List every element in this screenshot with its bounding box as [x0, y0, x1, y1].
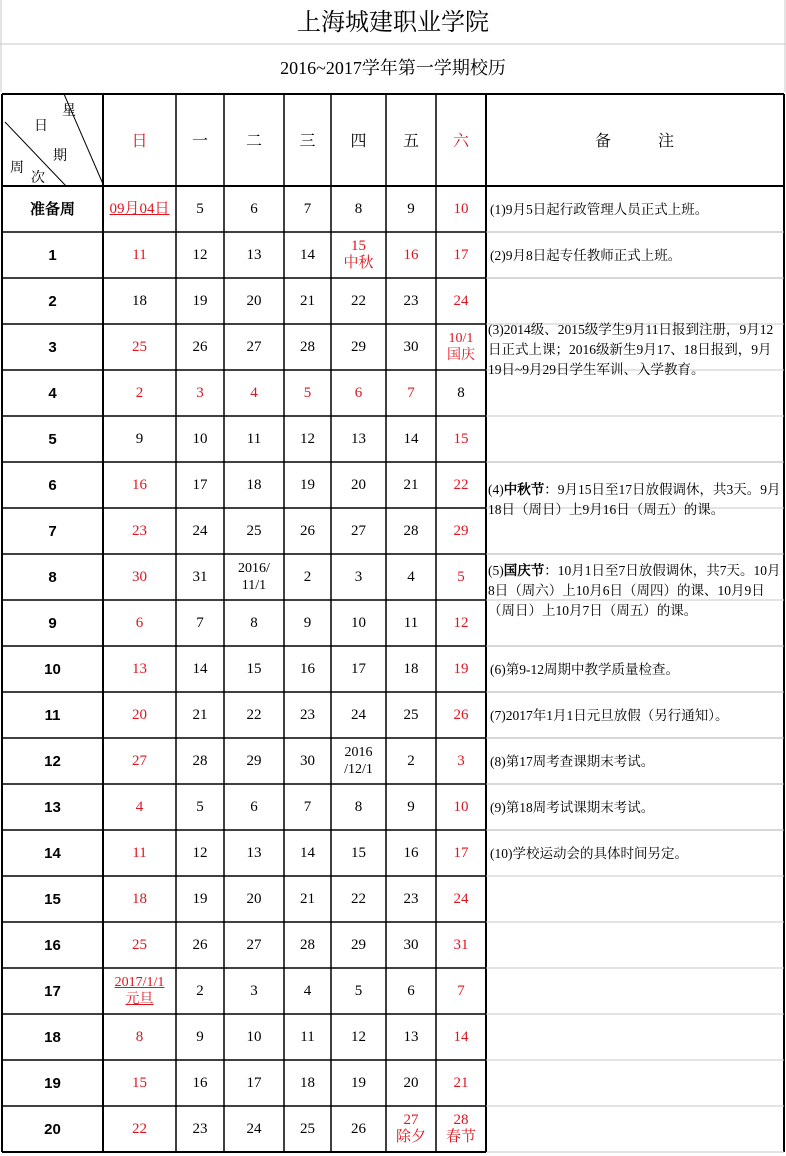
corner-label-zhou: 周: [10, 160, 24, 176]
date-cell: 8: [354, 798, 363, 815]
week-number-cell: 16: [44, 936, 61, 954]
date-cell: 11: [300, 1028, 315, 1045]
date-cell: 31: [453, 936, 469, 953]
date-cell: 27: [351, 522, 366, 539]
note-2: (2)9月8日起专任教师正式上班。: [490, 248, 682, 263]
date-cell: 12: [351, 1028, 366, 1045]
date-cell: 8: [354, 200, 363, 217]
corner-label-ri: 日: [34, 118, 48, 134]
week-number-cell: 3: [48, 338, 57, 356]
date-cell: 2016/ 11/1: [238, 561, 270, 593]
date-cell: 12: [192, 844, 208, 861]
date-cell: 19: [453, 660, 469, 677]
note-4: [486, 480, 784, 520]
week-number-cell: 17: [44, 982, 61, 1000]
date-cell: 11: [132, 844, 147, 861]
date-cell: 21: [453, 1074, 469, 1091]
date-cell: 2: [196, 982, 204, 999]
week-number-cell: 7: [48, 522, 57, 540]
date-cell: 20: [351, 476, 366, 493]
date-cell: 15: [351, 844, 366, 861]
date-cell: 6: [250, 200, 258, 217]
date-cell: 25: [403, 706, 419, 723]
date-cell: 14: [300, 246, 315, 263]
date-cell: 5: [196, 798, 204, 815]
week-number-cell: 19: [44, 1074, 61, 1092]
date-cell: 23: [192, 1120, 208, 1137]
date-cell: 9: [303, 614, 312, 631]
date-cell: 7: [457, 982, 465, 999]
date-cell: 10: [453, 200, 469, 217]
weekday-header: 三: [299, 130, 316, 150]
date-cell: 9: [407, 200, 415, 217]
date-cell: 20: [246, 890, 262, 907]
date-cell: 23: [300, 706, 315, 723]
date-cell: 24: [453, 890, 469, 907]
week-number-cell: 13: [44, 798, 61, 816]
weekday-header: 六: [452, 130, 469, 150]
note-5: [486, 561, 784, 621]
date-cell: 22: [246, 706, 262, 723]
date-cell: 10: [192, 430, 208, 447]
date-cell: 12: [192, 246, 208, 263]
weekday-header: 四: [350, 130, 367, 150]
week-number-cell: 20: [44, 1120, 61, 1138]
date-cell: 19: [300, 476, 315, 493]
date-cell: 3: [196, 384, 204, 401]
date-cell: 5: [457, 568, 465, 585]
date-cell: 17: [246, 1074, 262, 1091]
date-cell: 2016 /12/1: [344, 745, 373, 777]
date-cell: 20: [403, 1074, 419, 1091]
date-cell: 20: [132, 706, 147, 723]
date-cell: 25: [300, 1120, 315, 1137]
date-cell: 6: [407, 982, 415, 999]
date-cell: 28 春节: [445, 1112, 476, 1145]
date-cell: 15: [453, 430, 469, 447]
date-cell: 12: [453, 614, 469, 631]
date-cell: 2: [303, 568, 312, 585]
school-title: 上海城建职业学院: [297, 7, 489, 36]
date-cell: 18: [300, 1074, 315, 1091]
corner-label-ci: 次: [31, 170, 45, 186]
date-cell: 8: [250, 614, 258, 631]
date-cell: 16: [192, 1074, 208, 1091]
week-number-cell: 15: [44, 890, 61, 908]
date-cell: 25: [246, 522, 262, 539]
date-cell: 6: [250, 798, 258, 815]
date-cell: 9: [196, 1028, 204, 1045]
date-cell: 17: [453, 246, 469, 263]
date-cell: 16: [132, 476, 147, 493]
note-5-body: ：10月1日至7日放假调休，共7天。10月8日（周六）上10月6日（周四）的课、10月9日（周日）上10月7日（周五）的课。: [488, 563, 781, 618]
date-cell: 5: [196, 200, 204, 217]
date-cell: 30: [403, 338, 419, 355]
date-cell: 17: [351, 660, 366, 677]
date-cell: 28: [403, 522, 419, 539]
date-cell: 17: [192, 476, 208, 493]
date-cell: 15: [246, 660, 262, 677]
date-cell: 24: [351, 706, 366, 723]
note-1: (1)9月5日起行政管理人员正式上班。: [490, 202, 709, 217]
date-cell: 13: [351, 430, 366, 447]
date-cell: 21: [192, 706, 208, 723]
date-cell: 28: [300, 936, 315, 953]
note-8: (8)第17周考查课期末考试。: [490, 754, 655, 769]
date-cell: 29: [453, 522, 469, 539]
date-cell: 4: [135, 798, 144, 815]
date-cell: 20: [246, 292, 262, 309]
date-cell: 24: [192, 522, 208, 539]
date-cell: 12: [300, 430, 315, 447]
date-cell: 27: [246, 338, 262, 355]
date-cell: 28: [192, 752, 208, 769]
date-cell: 30: [132, 568, 147, 585]
date-cell: 13: [132, 660, 147, 677]
date-cell: 13: [403, 1028, 419, 1045]
date-cell: 22: [351, 292, 366, 309]
week-number-cell: 8: [48, 568, 57, 586]
weekday-header: 二: [245, 130, 262, 150]
note-4-title: 中秋节: [503, 482, 545, 497]
weekday-header: 日: [131, 130, 148, 150]
date-cell: 22: [351, 890, 366, 907]
week-number-cell: 5: [48, 430, 57, 448]
date-cell: 25: [132, 338, 147, 355]
date-cell: 28: [300, 338, 315, 355]
date-cell: 26: [300, 522, 315, 539]
date-cell: 23: [132, 522, 147, 539]
date-cell: 18: [246, 476, 262, 493]
date-cell: 7: [303, 200, 312, 217]
date-cell: 7: [303, 798, 312, 815]
week-number-cell: 2: [48, 292, 57, 310]
date-cell: 5: [354, 982, 363, 999]
week-number-cell: 准备周: [29, 200, 75, 218]
week-number-cell: 4: [48, 384, 57, 402]
note-4-body: ：9月15日至17日放假调休，共3天。9月18日（周日）上9月16日（周五）的课。: [488, 482, 781, 517]
date-cell: 14: [300, 844, 315, 861]
note-5-title: 国庆节: [503, 563, 545, 578]
date-cell: 09月04日: [109, 200, 170, 217]
date-cell: 2: [135, 384, 144, 401]
date-cell: 10/1 国庆: [447, 331, 475, 363]
date-cell: 11: [132, 246, 147, 263]
note-4-prefix: (4): [488, 482, 504, 497]
date-cell: 5: [303, 384, 312, 401]
date-cell: 26: [453, 706, 469, 723]
date-cell: 10: [453, 798, 469, 815]
notes-header: [486, 94, 784, 186]
date-cell: 14: [403, 430, 419, 447]
week-number-cell: 11: [44, 706, 61, 724]
date-cell: 27: [132, 752, 147, 769]
date-cell: 16: [403, 246, 419, 263]
date-cell: 25: [132, 936, 147, 953]
weekday-header: 一: [191, 130, 208, 150]
date-cell: 17: [453, 844, 469, 861]
date-cell: 26: [351, 1120, 366, 1137]
date-cell: 19: [351, 1074, 366, 1091]
week-number-cell: 9: [48, 614, 57, 632]
date-cell: 22: [453, 476, 469, 493]
date-cell: 30: [403, 936, 419, 953]
date-cell: 7: [196, 614, 204, 631]
date-cell: 10: [246, 1028, 262, 1045]
date-cell: 18: [132, 292, 147, 309]
semester-title: 2016~2017学年第一学期校历: [280, 57, 506, 78]
date-cell: 7: [407, 384, 415, 401]
date-cell: 6: [135, 614, 144, 631]
notes-header-label: 备 注: [594, 130, 676, 150]
date-cell: 2: [407, 752, 415, 769]
date-cell: 30: [300, 752, 315, 769]
date-cell: 14: [453, 1028, 469, 1045]
date-cell: 11: [403, 614, 419, 631]
date-cell: 29: [246, 752, 262, 769]
date-cell: 29: [351, 338, 366, 355]
date-cell: 29: [351, 936, 366, 953]
date-cell: 22: [132, 1120, 147, 1137]
date-cell: 21: [403, 476, 419, 493]
date-cell: 8: [135, 1028, 144, 1045]
note-9: (9)第18周考试课期末考试。: [490, 800, 655, 815]
date-cell: 9: [135, 430, 144, 447]
date-cell: 24: [246, 1120, 262, 1137]
date-cell: 23: [403, 890, 419, 907]
date-cell: 3: [354, 568, 363, 585]
week-number-cell: 18: [44, 1028, 61, 1046]
date-cell: 16: [403, 844, 419, 861]
date-cell: 19: [192, 890, 208, 907]
date-cell: 3: [457, 752, 465, 769]
date-cell: 18: [132, 890, 147, 907]
note-5-prefix: (5): [488, 563, 504, 578]
note-3: (3)2014级、2015级学生9月11日报到注册，9月12日正式上课；2016级新生9月17、18日报到，9月19日~9月29日学生军训、入学教育。: [488, 322, 774, 377]
date-cell: 16: [300, 660, 315, 677]
date-cell: 26: [192, 338, 208, 355]
date-cell: 23: [403, 292, 419, 309]
date-cell: 13: [246, 246, 262, 263]
date-cell: 18: [403, 660, 419, 677]
date-cell: 31: [192, 568, 208, 585]
date-cell: 15 中秋: [343, 238, 374, 271]
date-cell: 2017/1/1 元旦: [114, 975, 165, 1007]
date-cell: 11: [246, 430, 262, 447]
date-cell: 19: [192, 292, 208, 309]
corner-label-qi: 期: [53, 148, 67, 164]
week-number-cell: 14: [44, 844, 61, 862]
date-cell: 4: [250, 384, 258, 401]
date-cell: 24: [453, 292, 469, 309]
date-cell: 27 除夕: [395, 1112, 426, 1145]
date-cell: 4: [303, 982, 312, 999]
date-cell: 9: [407, 798, 415, 815]
date-cell: 13: [246, 844, 262, 861]
corner-label-xing: 星: [62, 103, 76, 119]
note-7: (7)2017年1月1日元旦放假（另行通知）。: [490, 708, 729, 723]
note-10: (10)学校运动会的具体时间另定。: [490, 846, 688, 861]
date-cell: 4: [407, 568, 415, 585]
week-number-cell: 12: [44, 752, 61, 770]
weekday-header: 五: [402, 130, 419, 150]
date-cell: 10: [351, 614, 366, 631]
week-number-cell: 1: [48, 246, 57, 264]
date-cell: 21: [300, 890, 315, 907]
date-cell: 6: [354, 384, 363, 401]
date-cell: 26: [192, 936, 208, 953]
week-number-cell: 10: [44, 660, 61, 678]
note-6: (6)第9-12周期中教学质量检查。: [490, 662, 679, 677]
date-cell: 27: [246, 936, 262, 953]
date-cell: 3: [250, 982, 258, 999]
date-cell: 21: [300, 292, 315, 309]
date-cell: 14: [192, 660, 208, 677]
date-cell: 15: [132, 1074, 147, 1091]
week-number-cell: 6: [48, 476, 57, 494]
date-cell: 8: [457, 384, 465, 401]
